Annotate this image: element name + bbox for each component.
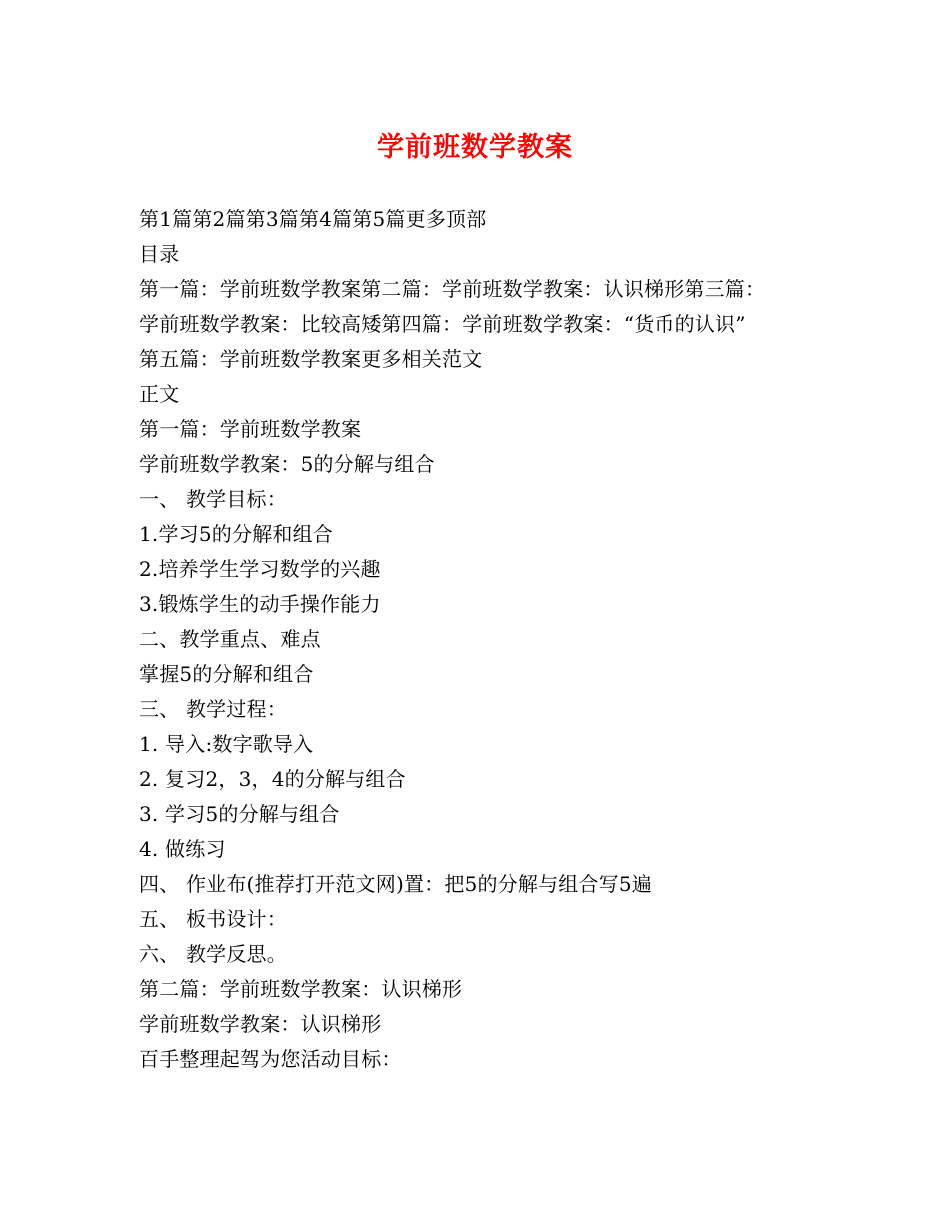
goal-item-3: 3.锻炼学生的动手操作能力 — [139, 592, 381, 616]
toc-heading: 目录 — [139, 242, 180, 266]
process-step-1: 1. 导入:数字歌导入 — [139, 732, 314, 756]
section-teaching-process: 三、 教学过程： — [139, 697, 287, 721]
process-step-4: 4. 做练习 — [139, 837, 226, 861]
goal-item-1: 1.学习5的分解和组合 — [139, 522, 334, 546]
section-homework: 四、 作业布(推荐打开范文网)置：把5的分解与组合写5遍 — [139, 872, 653, 896]
process-step-3: 3. 学习5的分解与组合 — [139, 802, 340, 826]
section-teaching-goals: 一、 教学目标： — [139, 487, 287, 511]
article-1-heading: 第一篇：学前班数学教案 — [139, 417, 362, 441]
body-heading: 正文 — [139, 382, 180, 406]
section-board-design: 五、 板书设计： — [139, 907, 287, 931]
article-2-heading: 第二篇：学前班数学教案：认识梯形 — [139, 977, 463, 1001]
toc-entries-line-3[interactable]: 第五篇：学前班数学教案更多相关范文 — [139, 347, 483, 371]
toc-nav-links[interactable]: 第1篇第2篇第3篇第4篇第5篇更多顶部 — [139, 207, 487, 231]
article-2-subtitle: 学前班数学教案：认识梯形 — [139, 1012, 382, 1036]
section-reflection: 六、 教学反思。 — [139, 942, 287, 966]
toc-entries-line-1[interactable]: 第一篇：学前班数学教案第二篇：学前班数学教案：认识梯形第三篇： — [139, 277, 766, 301]
document-body — [139, 202, 819, 1077]
article-1-subtitle: 学前班数学教案：5的分解与组合 — [139, 452, 435, 476]
goal-item-2: 2.培养学生学习数学的兴趣 — [139, 557, 381, 581]
process-step-2: 2. 复习2，3，4的分解与组合 — [139, 767, 406, 791]
toc-entries-line-2[interactable]: 学前班数学教案：比较高矮第四篇：学前班数学教案：“货币的认识” — [139, 312, 746, 336]
activity-goals-heading: 百手整理起驾为您活动目标： — [139, 1047, 402, 1071]
document-title: 学前班数学教案 — [377, 132, 573, 163]
key-point-text: 掌握5的分解和组合 — [139, 662, 314, 686]
section-key-points: 二、教学重点、难点 — [139, 627, 321, 651]
